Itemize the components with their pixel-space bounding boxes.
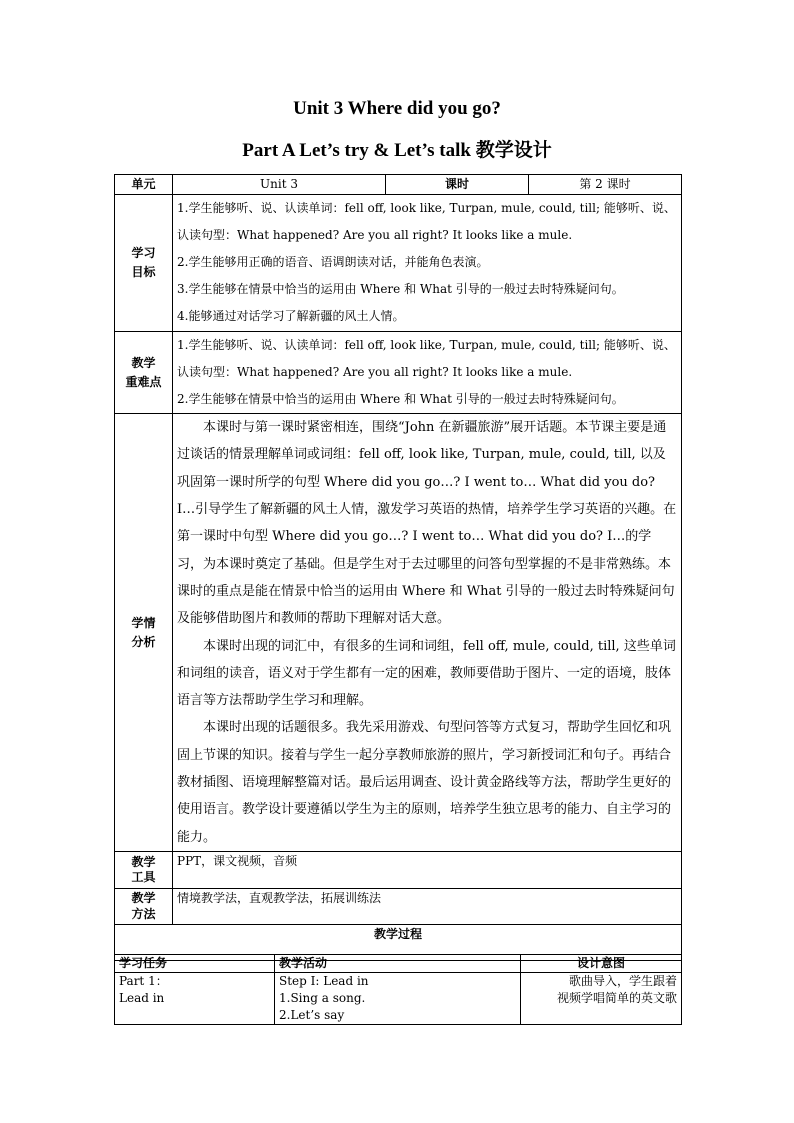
goal-4: 4.能够通过对话学习了解新疆的风土人情。 [177, 309, 405, 324]
process-row-1 [115, 973, 682, 1025]
period-label: 课时 [386, 175, 529, 195]
period-value: 第 2 课时 [529, 175, 682, 195]
activity-1: Step I: Lead in 1.Sing a song. 2.Let’s say [275, 973, 521, 1025]
process-table [114, 954, 682, 1025]
methods-label: 教学 方法 [115, 889, 173, 925]
intent-1: 歌曲导入，学生跟着 视频学唱简单的英文歌 [521, 973, 682, 1025]
goal-2: 2.学生能够用正确的语音、语调朗读对话，并能角色表演。 [177, 255, 489, 270]
tools-content: PPT，课文视频，音频 [173, 852, 682, 889]
analysis-paragraph-2: 本课时出现的词汇中，有很多的生词和词组，fell off, mule, could, till, 这些单词和词组的读音，语义对于学生都有一定的困难，教师要借助于图片、一定的语境，肢体语言等方法帮助学生学习和理解。 [177, 638, 676, 709]
analysis-row [115, 414, 682, 852]
document-subtitle: Part A Let’s try & Let’s talk 教学设计 [242, 140, 552, 161]
methods-content: 情境教学法，直观教学法，拓展训练法 [173, 889, 682, 925]
col-task-header: 学习任务 [115, 955, 275, 973]
methods-row [115, 889, 682, 925]
analysis-paragraph-3: 本课时出现的话题很多。我先采用游戏、句型问答等方式复习，帮助学生回忆和巩固上节课的知识。接着与学生一起分享教师旅游的照片，学习新授词汇和句子。再结合教材插图、语境理解整篇对话。最后运用调查、设计黄金路线等方法，帮助学生更好的使用语言。教学设计要遵循以学生为主的原则，培养学生独立思考的能力、自主学习的能力。 [177, 720, 672, 845]
key-point-1: 1.学生能够听、说、认读单词：fell off, look like, Turpan, mule, could, till; 能够听、说、认读句型：What happened? Are you all right? It looks like a mule. [177, 338, 676, 380]
analysis-label: 学情 分析 [115, 414, 173, 852]
goals-row [115, 195, 682, 332]
analysis-content [173, 414, 682, 852]
process-heading: 教学过程 [115, 925, 682, 961]
key-points-label: 教学 重难点 [115, 332, 173, 414]
col-activity-header: 教学活动 [275, 955, 521, 973]
analysis-paragraph-1: 本课时与第一课时紧密相连，围绕“John 在新疆旅游”展开话题。本节课主要是通过谈话的情景理解单词或词组：fell off, look like, Turpan, mule, could, till, 以及巩固第一课时所学的句型 Where did you go…? I went to… What did you do? I…引导学生了解新疆的风土人情，激发学习英语的热情，培养学生学习英语的兴趣。在第一课时中句型 Where did you go…? I went to… What did you do? I…的学习，为本课时奠定了基础。但是学生对于去过哪里的问答句型掌握的不是非常熟练。本课时的重点是能在情景中恰当的运用由 Where 和 What 引导的一般过去时特殊疑问句及能够借助图片和教师的帮助下理解对话大意。 [177, 420, 677, 627]
process-header-row [115, 955, 682, 973]
col-intent-header: 设计意图 [521, 955, 682, 973]
key-points-content [173, 332, 682, 414]
tools-label: 教学 工具 [115, 852, 173, 889]
key-points-row [115, 332, 682, 414]
goals-label: 学习 目标 [115, 195, 173, 332]
unit-row [115, 175, 682, 195]
tools-row [115, 852, 682, 889]
lesson-plan-table [114, 174, 682, 961]
task-1: Part 1： Lead in [115, 973, 275, 1025]
goal-1: 1.学生能够听、说、认读单词：fell off, look like, Turpan, mule, could, till; 能够听、说、认读句型：What happened? Are you all right? It looks like a mule. [177, 201, 676, 243]
goals-content [173, 195, 682, 332]
unit-label: 单元 [115, 175, 173, 195]
unit-value: Unit 3 [173, 175, 386, 195]
goal-3: 3.学生能够在情景中恰当的运用由 Where 和 What 引导的一般过去时特殊疑问句。 [177, 282, 624, 297]
document-title: Unit 3 Where did you go? [293, 98, 501, 119]
key-point-2: 2.学生能够在情景中恰当的运用由 Where 和 What 引导的一般过去时特殊疑问句。 [177, 392, 624, 407]
